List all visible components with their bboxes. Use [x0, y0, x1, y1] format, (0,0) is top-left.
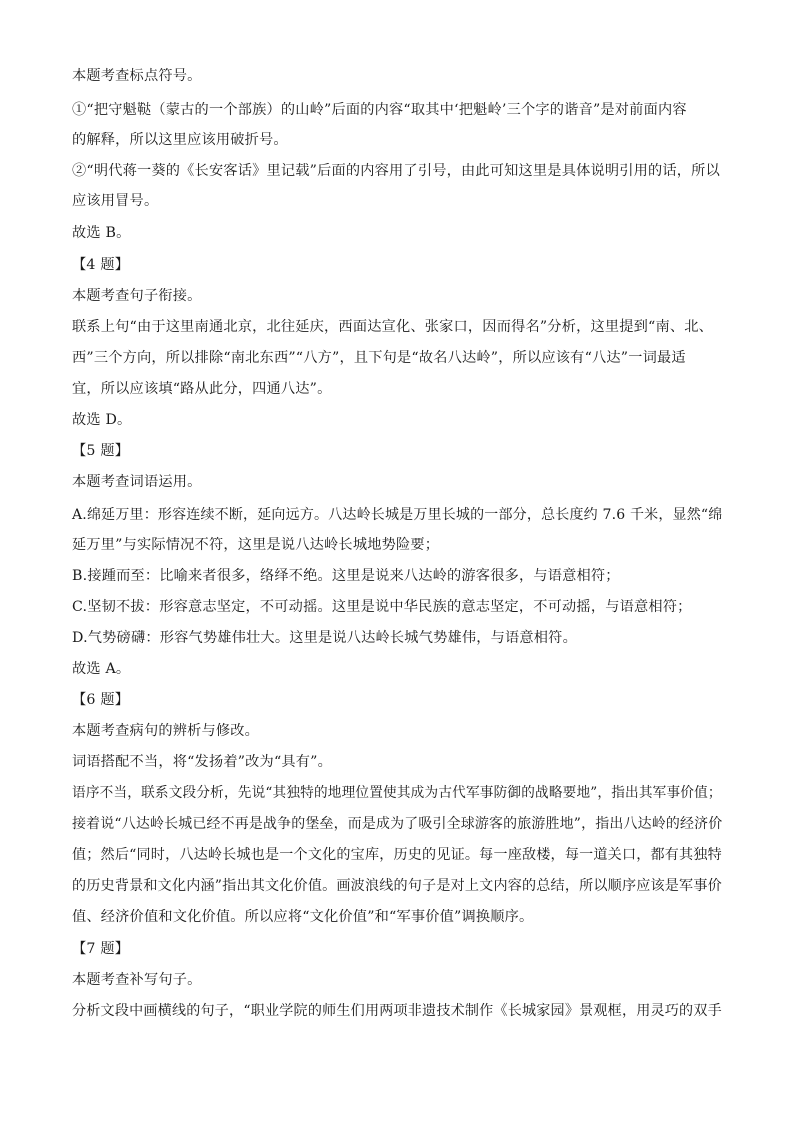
text-line: 本题考查标点符号。 — [72, 68, 202, 84]
text-line: 故选 A。 — [72, 661, 131, 677]
text-line: 西”三个方向，所以排除“南北东西”“八方”，且下句是“故名八达岭”，所以应该有“八达”一词最适 — [72, 350, 686, 366]
text-line: 联系上句“由于这里南通北京，北往延庆，西面达宣化、张家口，因而得名”分析，这里提到“南、北、 — [72, 319, 714, 335]
text-line: 本题考查补写句子。 — [72, 972, 202, 988]
text-line: 值；然后“同时，八达岭长城也是一个文化的宝库，历史的见证。每一座敌楼，每一道关口，都有其独特 — [72, 847, 722, 863]
text-line: 词语搭配不当，将“发扬着”改为“具有”。 — [72, 754, 333, 770]
question-heading: 【7 题】 — [72, 941, 130, 957]
question-heading: 【5 题】 — [72, 443, 130, 459]
text-line: 值、经济价值和文化价值。所以应将“文化价值”和“军事价值”调换顺序。 — [72, 909, 534, 925]
text-line: 延万里”与实际情况不符，这里是说八达岭长城地势险要； — [72, 537, 440, 553]
text-line: C.坚韧不拔：形容意志坚定，不可动摇。这里是说中华民族的意志坚定，不可动摇，与语意相符； — [72, 599, 692, 615]
question-heading: 【4 题】 — [72, 257, 130, 273]
text-line: 本题考查词语运用。 — [72, 474, 202, 490]
text-line: 应该用冒号。 — [72, 193, 159, 209]
text-line: 语序不当，联系文段分析，先说“其独特的地理位置使其成为古代军事防御的战略要地”，指出其军事价值； — [72, 785, 722, 801]
text-line: 的解释，所以这里应该用破折号。 — [72, 132, 288, 148]
question-heading: 【6 题】 — [72, 692, 130, 708]
text-line: D.气势磅礴：形容气势雄伟壮大。这里是说八达岭长城气势雄伟，与语意相符。 — [72, 630, 577, 646]
text-line: ①“把守魁鞑（蒙古的一个部族）的山岭”后面的内容“取其中‘把魁岭’三个字的谐音”是对前面内容 — [72, 102, 687, 118]
text-line: 本题考查句子衔接。 — [72, 288, 202, 304]
text-line: 本题考查病句的辨析与修改。 — [72, 723, 260, 739]
text-line: 分析文段中画横线的句子，“职业学院的师生们用两项非遗技术制作《长城家园》景观框，用灵巧的双手 — [72, 1003, 722, 1019]
text-line: ②“明代蒋一葵的《长安客话》里记载”后面的内容用了引号，由此可知这里是具体说明引用的话，所以 — [72, 163, 720, 179]
text-line: 的历史背景和文化内涵”指出其文化价值。画波浪线的句子是对上文内容的总结，所以顺序应该是军事价 — [72, 878, 722, 894]
text-line: 故选 D。 — [72, 412, 132, 428]
text-line: 宜，所以应该填“路从此分，四通八达”。 — [72, 381, 332, 397]
text-line: 接着说“八达岭长城已经不再是战争的堡垒，而是成为了吸引全球游客的旅游胜地”，指出八达岭的经济价 — [72, 816, 723, 832]
text-line: B.接踵而至：比喻来者很多，络绎不绝。这里是说来八达岭的游客很多，与语意相符； — [72, 568, 620, 584]
text-line: 故选 B。 — [72, 225, 131, 241]
text-line: A.绵延万里：形容连续不断，延向远方。八达岭长城是万里长城的一部分，总长度约 7.6 千米，显然“绵 — [72, 507, 723, 523]
